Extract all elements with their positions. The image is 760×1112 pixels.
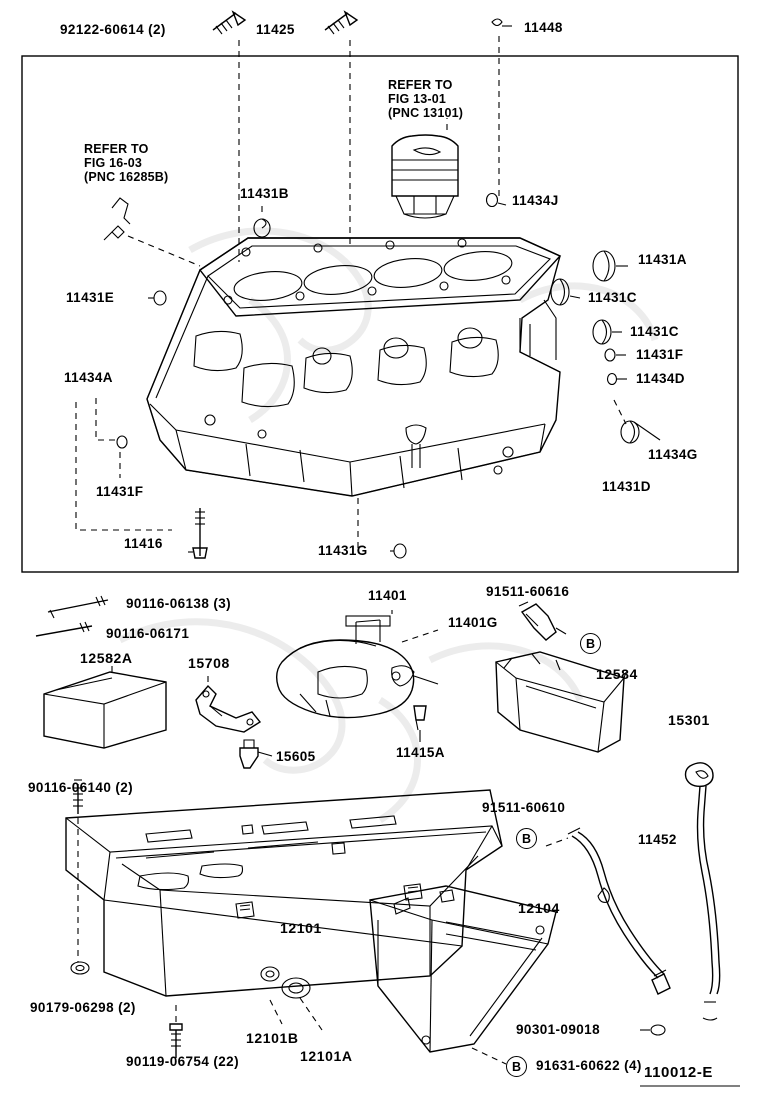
callout-90116-06171: 90116-06171: [106, 626, 190, 641]
callout-92122-60614: 92122-60614 (2): [60, 22, 166, 37]
callout-91511-60610: 91511-60610: [482, 800, 566, 815]
callout-15708: 15708: [188, 655, 230, 671]
ref-13-01-line1: REFER TO: [388, 78, 453, 92]
callout-11425: 11425: [256, 22, 295, 37]
part-15301-dipstick: [686, 763, 720, 1020]
badge-b-1: B: [580, 633, 601, 654]
ref-16-03-line2: FIG 16-03: [84, 156, 143, 170]
callout-11416: 11416: [124, 536, 163, 551]
part-12582A: [44, 672, 166, 748]
callout-11431A: 11431A: [638, 252, 687, 267]
figure-id: 110012-E: [644, 1064, 714, 1081]
callout-11434J: 11434J: [512, 193, 559, 208]
callout-11431B: 11431B: [240, 186, 289, 201]
callout-11434A: 11434A: [64, 370, 113, 385]
leader-12101B: [270, 1000, 282, 1024]
callout-12104: 12104: [518, 900, 560, 916]
part-11431F-right-icon: [605, 349, 626, 361]
leader-11401G: [402, 630, 438, 642]
part-90179-06298-icon: [71, 962, 89, 974]
part-90301-09018-icon: [640, 1025, 665, 1035]
bolt-11416-icon: [188, 508, 207, 558]
leader-91631-60622: [472, 1048, 506, 1064]
callout-11401: 11401: [368, 588, 407, 603]
leader-11431D: [614, 400, 626, 424]
ref-13-01-line2: FIG 13-01: [388, 92, 447, 106]
callout-11431G: 11431G: [318, 543, 368, 558]
callout-12582A: 12582A: [80, 650, 133, 666]
callout-90116-06140: 90116-06140 (2): [28, 780, 134, 795]
ref-16-03-line3: (PNC 16285B): [84, 170, 169, 184]
callout-90116-06138: 90116-06138 (3): [126, 596, 232, 611]
stud-90116-06171-icon: [36, 622, 92, 636]
bolt-91511-60616-icon: [519, 602, 566, 640]
callout-90179-06298: 90179-06298 (2): [30, 1000, 136, 1015]
leader-12101A: [300, 998, 322, 1030]
part-11431C-lower-icon: [593, 320, 622, 344]
callout-15301: 15301: [668, 712, 710, 728]
badge-b-2: B: [516, 828, 537, 849]
callout-12101A: 12101A: [300, 1048, 353, 1064]
ref-fig-13-01: [388, 78, 463, 120]
callout-91631-60622: 91631-60622 (4): [536, 1058, 642, 1073]
leader-16285B: [128, 236, 200, 266]
callout-11434G: 11434G: [648, 447, 698, 462]
part-11431E-icon: [148, 291, 166, 305]
callout-12101B: 12101B: [246, 1030, 299, 1046]
badge-b-3: B: [506, 1056, 527, 1077]
callout-11448: 11448: [524, 20, 563, 35]
callout-90119-06754: 90119-06754 (22): [126, 1054, 239, 1069]
part-11434D-icon: [608, 374, 628, 385]
callout-12101: 12101: [280, 920, 322, 936]
callout-15605: 15605: [276, 749, 316, 764]
oil-pan-12101: [66, 790, 502, 998]
part-11434J-icon: [487, 194, 507, 207]
stud-90116-06138-icon: [48, 596, 108, 618]
piston-assembly: [392, 135, 458, 218]
part-11431A-icon: [593, 251, 628, 281]
part-11452-tube: [568, 828, 670, 994]
callout-11431F-left: 11431F: [96, 484, 144, 499]
leader-11434A-2: [76, 402, 172, 530]
ref-16-03-line1: REFER TO: [84, 142, 149, 156]
bolt-11425-icon: [325, 12, 357, 34]
cylinder-block: [147, 238, 560, 496]
bolt-92122-60614-icons: [213, 12, 245, 34]
callout-11431F-right: 11431F: [636, 347, 684, 362]
oil-pump-11401: [277, 616, 438, 718]
callout-11434D: 11434D: [636, 371, 685, 386]
part-11431F-left-icon: [117, 436, 127, 448]
leader-11434A: [96, 398, 116, 440]
callout-11431D: 11431D: [602, 479, 651, 494]
callout-11431C-upper: 11431C: [588, 290, 637, 305]
callout-11431E: 11431E: [66, 290, 115, 305]
leader-91511-60610: [546, 838, 568, 846]
callout-11431C-lower: 11431C: [630, 324, 679, 339]
callout-12584: 12584: [596, 666, 638, 682]
part-15708: [196, 686, 260, 732]
callout-11401G: 11401G: [448, 615, 498, 630]
bolt-90119-06754-icon: [170, 1024, 182, 1058]
part-11431G-icon: [390, 544, 406, 558]
callout-90301-09018: 90301-09018: [516, 1022, 600, 1037]
callout-91511-60616: 91511-60616: [486, 584, 570, 599]
callout-11452: 11452: [638, 832, 677, 847]
callout-11415A: 11415A: [396, 745, 445, 760]
part-11434G-icon: [621, 421, 660, 443]
ref-fig-16-03: [84, 142, 168, 184]
part-16285B-icon: [104, 198, 130, 240]
ref-13-01-line3: (PNC 13101): [388, 106, 464, 120]
part-11448-icon: [492, 19, 512, 26]
